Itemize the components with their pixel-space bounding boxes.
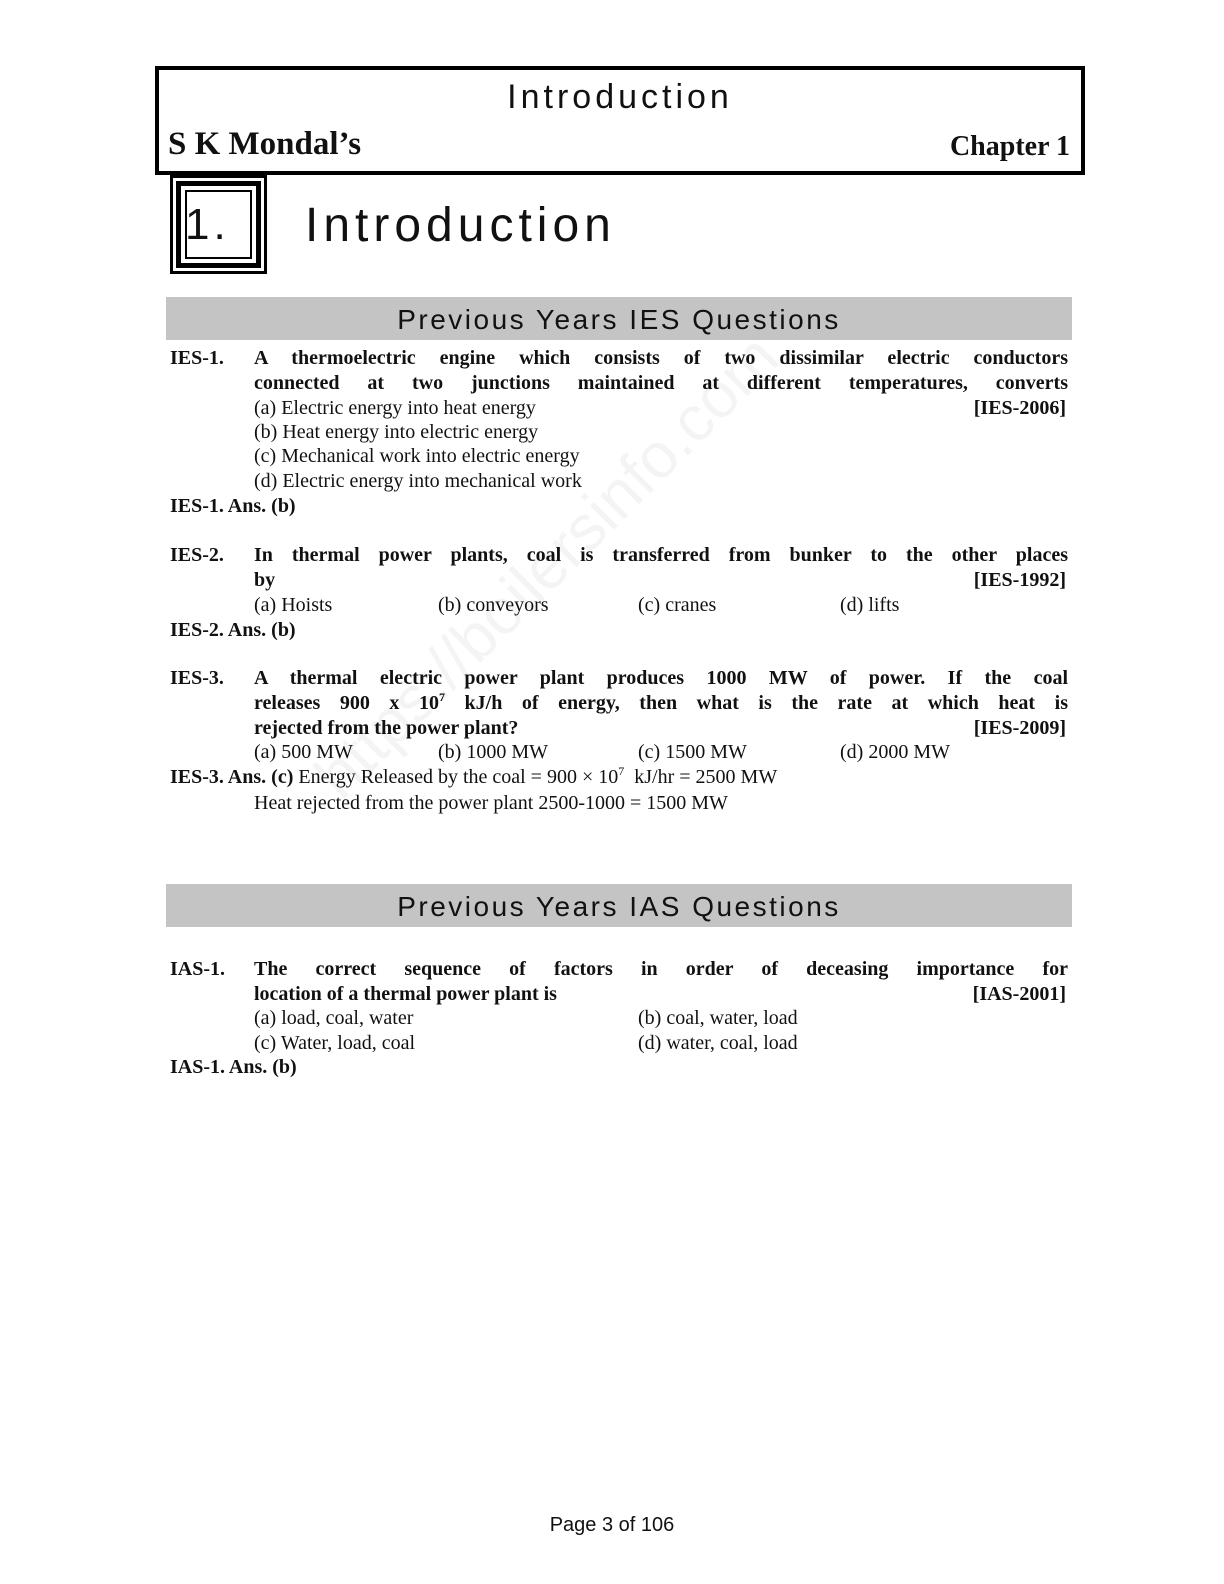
option: (a) load, coal, water [254,1007,414,1029]
exam-tag: [IAS-2001] [972,983,1066,1005]
option: (c) Water, load, coal [254,1032,416,1054]
text: kJ/h of energy, then what is the rate at which heat is [444,692,1068,714]
option: (d) water, coal, load [638,1032,798,1054]
option: (b) 1000 MW [438,741,548,763]
header-title: Introduction [507,78,733,116]
question-text: In thermal power plants, coal is transferred from bunker to the other places [254,544,1068,566]
answer: IAS-1. Ans. (b) [170,1056,297,1078]
question-text: rejected from the power plant? [254,717,519,739]
question-text: location of a thermal power plant is [254,983,557,1005]
option: (a) 500 MW [254,741,353,763]
page-number: Page 3 of 106 [549,1514,675,1536]
text: releases 900 x 10 [254,692,439,714]
ias-section-heading: Previous Years IAS Questions [166,884,1072,927]
option: (c) 1500 MW [638,741,747,763]
superscript: 7 [618,764,625,778]
chapter-number: 1. [185,200,230,249]
exam-tag: [IES-1992] [973,569,1066,591]
question-text: by [254,569,276,591]
explanation: Heat rejected from the power plant 2500-1000 = 1500 MW [254,792,728,814]
option: (c) cranes [638,594,717,616]
option: (c) Mechanical work into electric energy [254,445,580,467]
option: (d) Electric energy into mechanical work [254,470,582,492]
option: (d) 2000 MW [840,741,950,763]
answer: IES-2. Ans. (b) [170,619,296,641]
option: (a) Electric energy into heat energy [254,397,536,419]
superscript: 7 [438,690,445,704]
option: (b) conveyors [438,594,549,616]
option: (b) Heat energy into electric energy [254,421,539,443]
answer: IES-1. Ans. (b) [170,495,296,517]
option: (b) coal, water, load [638,1007,798,1029]
question-text [254,691,1068,715]
chapter-title: Introduction [305,199,616,252]
question-text: A thermoelectric engine which consists of two dissimilar electric conductors [254,347,1068,369]
question-text: The correct sequence of factors in order of deceasing importance for [254,958,1068,980]
question-text: connected at two junctions maintained at different temperatures, converts [254,372,1068,394]
option: (d) lifts [840,594,900,616]
header-chapter: Chapter 1 [949,131,1070,162]
ies-section-heading: Previous Years IES Questions [166,297,1072,340]
question-label: IES-1. [170,347,224,369]
answer [170,765,777,789]
text: Energy Released by the coal = 900 × 10 [293,766,619,788]
answer-label: IES-3. Ans. (c) [170,766,294,788]
question-label: IES-2. [170,544,224,566]
exam-tag: [IES-2009] [973,717,1066,739]
exam-tag: [IES-2006] [973,397,1066,419]
option: (a) Hoists [254,594,333,616]
question-label: IES-3. [170,667,224,689]
question-text: A thermal electric power plant produces 1000 MW of power. If the coal [254,667,1068,689]
header-author: S K Mondal’s [168,126,362,162]
text: kJ/hr = 2500 MW [624,766,778,788]
question-label: IAS-1. [170,958,226,980]
